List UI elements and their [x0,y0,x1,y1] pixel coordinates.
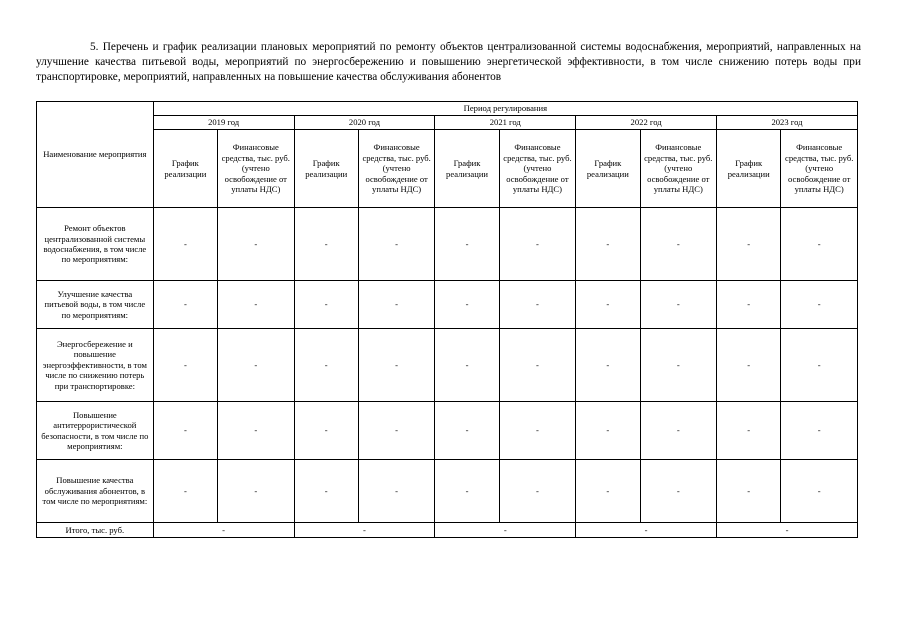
table-cell: - [576,281,640,329]
table-cell: - [435,281,499,329]
schedule-subheader: График реализации [717,130,781,208]
table-cell: - [218,460,294,523]
table-cell: - [781,402,858,460]
table-cell: - [294,208,358,281]
table-cell: - [358,460,434,523]
plan-table [36,101,858,538]
table-cell: - [153,281,217,329]
table-row [37,208,858,281]
table-cell: - [717,460,781,523]
table-cell: - [717,329,781,402]
schedule-subheader: График реализации [153,130,217,208]
schedule-subheader: График реализации [435,130,499,208]
table-cell: - [640,208,716,281]
table-cell: - [717,208,781,281]
table-cell: - [294,402,358,460]
table-row [37,402,858,460]
table-cell: - [435,329,499,402]
total-cell: - [294,523,435,538]
table-cell: - [576,208,640,281]
year-header: 2021 год [435,116,576,130]
year-header: 2022 год [576,116,717,130]
table-cell: - [294,281,358,329]
table-cell: - [153,329,217,402]
table-cell: - [435,208,499,281]
table-cell: - [218,329,294,402]
name-column-header: Наименование мероприятия [37,102,154,208]
finance-subheader: Финансовые средства, тыс. руб. (учтено освобождение от уплаты НДС) [218,130,294,208]
year-header: 2019 год [153,116,294,130]
activity-name: Энергосбережение и повышение энергоэффективности, в том числе по снижению потерь при транспортировке: [37,329,154,402]
table-cell: - [640,329,716,402]
total-cell: - [435,523,576,538]
table-row [37,281,858,329]
table-cell: - [153,460,217,523]
table-cell: - [218,402,294,460]
table-cell: - [781,281,858,329]
table-cell: - [153,208,217,281]
year-header: 2023 год [717,116,858,130]
finance-subheader: Финансовые средства, тыс. руб. (учтено освобождение от уплаты НДС) [781,130,858,208]
table-cell: - [153,402,217,460]
table-cell: - [781,208,858,281]
table-cell: - [358,402,434,460]
table-cell: - [499,460,575,523]
schedule-subheader: График реализации [576,130,640,208]
table-cell: - [499,281,575,329]
section-heading: 5. Перечень и график реализации плановых мероприятий по ремонту объектов централизованной системы водоснабжения, мероприятий, направленных на улучшение качества питьевой воды, мероприятий по энергосбережению и повышению энергетической эффективности, в том числе снижению потерь воды при транспортировке, мероприятий, направленных на повышение качества обслуживания абонентов [36,41,861,83]
table-cell: - [576,402,640,460]
total-label: Итого, тыс. руб. [37,523,154,538]
total-row [37,523,858,538]
table-cell: - [781,460,858,523]
activity-name: Повышение антитеррористической безопасности, в том числе по мероприятиям: [37,402,154,460]
table-cell: - [435,402,499,460]
activity-name: Ремонт объектов централизованной системы водоснабжения, в том числе по мероприятиям: [37,208,154,281]
table-cell: - [576,460,640,523]
table-cell: - [435,460,499,523]
table-row [37,460,858,523]
table-cell: - [218,208,294,281]
table-cell: - [717,402,781,460]
table-cell: - [294,460,358,523]
table-cell: - [218,281,294,329]
table-cell: - [499,402,575,460]
total-cell: - [576,523,717,538]
table-cell: - [781,329,858,402]
activity-name: Повышение качества обслуживания абонентов, в том числе по мероприятиям: [37,460,154,523]
finance-subheader: Финансовые средства, тыс. руб. (учтено освобождение от уплаты НДС) [358,130,434,208]
table-cell: - [576,329,640,402]
total-cell: - [717,523,858,538]
table-row [37,329,858,402]
year-header: 2020 год [294,116,435,130]
period-header: Период регулирования [153,102,857,116]
activity-name: Улучшение качества питьевой воды, в том числе по мероприятиям: [37,281,154,329]
table-cell: - [717,281,781,329]
table-cell: - [358,208,434,281]
table-cell: - [499,208,575,281]
table-cell: - [358,281,434,329]
table-cell: - [640,402,716,460]
table-cell: - [358,329,434,402]
table-cell: - [640,460,716,523]
finance-subheader: Финансовые средства, тыс. руб. (учтено освобождение от уплаты НДС) [640,130,716,208]
table-cell: - [640,281,716,329]
table-cell: - [294,329,358,402]
finance-subheader: Финансовые средства, тыс. руб. (учтено освобождение от уплаты НДС) [499,130,575,208]
table-cell: - [499,329,575,402]
schedule-subheader: График реализации [294,130,358,208]
total-cell: - [153,523,294,538]
